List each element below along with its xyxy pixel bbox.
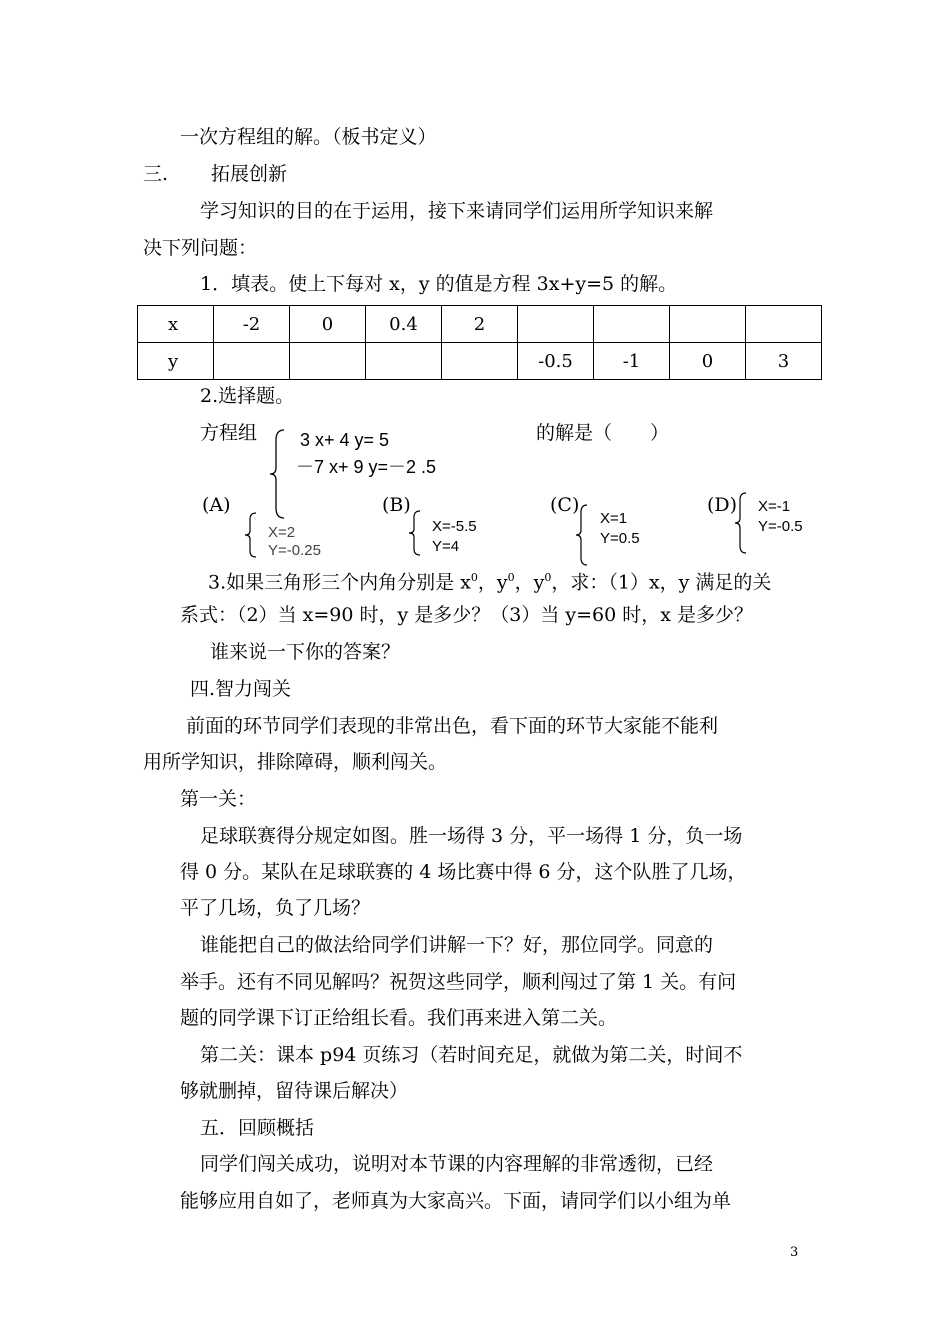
- degree-sup: 0: [544, 571, 552, 584]
- degree-sup: 0: [470, 571, 478, 584]
- table-cell: 0: [290, 306, 366, 343]
- fill-table: [137, 305, 822, 380]
- text-line: 得 0 分。某队在足球联赛的 4 场比赛中得 6 分，这个队胜了几场，: [180, 861, 747, 883]
- option-b-y: Y=4: [432, 538, 460, 555]
- text-line: 谁能把自己的做法给同学们讲解一下？好，那位同学。同意的: [200, 934, 714, 956]
- question-3: [208, 566, 771, 594]
- option-d-x: X=-1: [758, 498, 791, 515]
- text-line: 能够应用自如了，老师真为大家高兴。下面，请同学们以小组为单: [180, 1190, 732, 1212]
- text-line: 决下列问题：: [143, 237, 258, 259]
- table-cell: [594, 306, 670, 343]
- table-cell: 0.4: [366, 306, 442, 343]
- text-line: 足球联赛得分规定如图。胜一场得 3 分，平一场得 1 分，负一场: [200, 825, 743, 847]
- table-cell: 3: [746, 343, 822, 380]
- table-cell: [442, 343, 518, 380]
- q3-text-post: ，求：（1）x，y 满足的关: [551, 571, 772, 594]
- equation-brace: [268, 428, 288, 520]
- option-d-y: Y=-0.5: [758, 518, 803, 535]
- table-cell: [214, 343, 290, 380]
- text-line: 第二关：课本 p94 页练习（若时间充足，就做为第二关，时间不: [200, 1044, 743, 1066]
- text-line: 平了几场，负了几场？: [180, 897, 371, 919]
- table-cell: [670, 306, 746, 343]
- question-1: 1．填表。使上下每对 x，y 的值是方程 3x+y=5 的解。: [200, 273, 678, 295]
- table-cell: 0: [670, 343, 746, 380]
- table-cell: -2: [214, 306, 290, 343]
- table-cell: [290, 343, 366, 380]
- table-cell: [746, 306, 822, 343]
- option-c-label: (C): [550, 494, 580, 516]
- text-line: 前面的环节同学们表现的非常出色，看下面的环节大家能不能利: [186, 715, 719, 737]
- option-c-y: Y=0.5: [600, 530, 640, 547]
- option-a-label: (A): [202, 494, 231, 516]
- equation-prefix: 方程组: [200, 422, 258, 444]
- option-a-brace: [244, 512, 258, 558]
- option-a-y: Y=-0.25: [268, 542, 321, 559]
- equation-suffix: 的解是（ ）: [536, 422, 670, 444]
- table-cell: x: [138, 306, 214, 343]
- text-line: 用所学知识，排除障碍，顺利闯关。: [143, 751, 448, 773]
- text-line: 谁来说一下你的答案？: [210, 641, 401, 663]
- table-cell: -1: [594, 343, 670, 380]
- table-cell: [366, 343, 442, 380]
- text-line: 举手。还有不同见解吗？祝贺这些同学，顺利闯过了第 1 关。有问: [180, 971, 737, 993]
- table-cell: [518, 306, 594, 343]
- text-line: 同学们闯关成功，说明对本节课的内容理解的非常透彻，已经: [200, 1153, 714, 1175]
- text-line: 一次方程组的解。（板书定义）: [180, 126, 437, 148]
- table-cell: y: [138, 343, 214, 380]
- table-row: [138, 306, 822, 343]
- section-title: 四.智力闯关: [190, 678, 292, 700]
- option-b-x: X=-5.5: [432, 518, 477, 535]
- q3-text-pre: 3.如果三角形三个内角分别是 x: [208, 571, 471, 594]
- option-a-x: X=2: [268, 524, 296, 541]
- degree-sup: 0: [507, 571, 515, 584]
- text-line: 够就删掉，留待课后解决）: [180, 1080, 409, 1102]
- text-line: 题的同学课下订正给组长看。我们再来进入第二关。: [180, 1007, 618, 1029]
- question-2-title: 2.选择题。: [200, 385, 295, 407]
- table-cell: 2: [442, 306, 518, 343]
- level-title: 第一关：: [180, 788, 257, 810]
- option-d-label: (D): [707, 494, 738, 516]
- page-number: 3: [790, 1245, 799, 1260]
- option-b-brace: [408, 510, 422, 556]
- equation-2: －7 x+ 9 y=－2 .5: [296, 457, 437, 477]
- option-c-x: X=1: [600, 510, 628, 527]
- q3-text-mid: ，y: [477, 571, 508, 594]
- table-cell: -0.5: [518, 343, 594, 380]
- q3-text-mid: ，y: [514, 571, 545, 594]
- section-number: 三.: [143, 163, 169, 185]
- section-title: 拓展创新: [211, 163, 288, 185]
- table-row: [138, 343, 822, 380]
- option-d-brace: [734, 492, 748, 554]
- section-title: 五．回顾概括: [200, 1117, 315, 1139]
- text-line: 系式：（2）当 x=90 时，y 是多少？（3）当 y=60 时，x 是多少？: [180, 604, 754, 626]
- option-c-brace: [575, 504, 589, 566]
- text-line: 学习知识的目的在于运用，接下来请同学们运用所学知识来解: [200, 200, 714, 222]
- option-b-label: (B): [382, 494, 411, 516]
- equation-1: 3 x+ 4 y= 5: [300, 430, 390, 450]
